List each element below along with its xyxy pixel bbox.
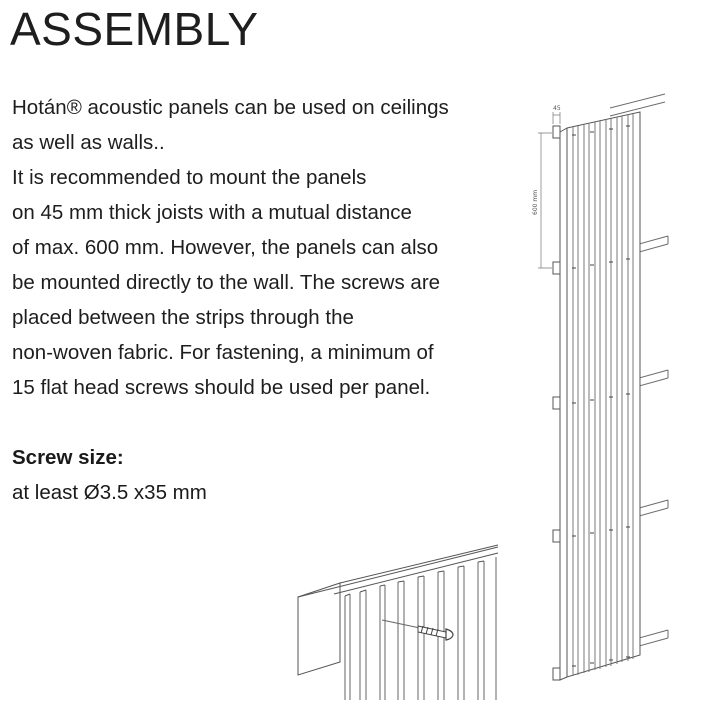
description-line: as well as walls.. bbox=[12, 131, 165, 154]
description-line: It is recommended to mount the panels bbox=[12, 166, 367, 189]
description-line: of max. 600 mm. However, the panels can also bbox=[12, 236, 439, 259]
joist-stubs bbox=[553, 126, 560, 680]
tall-panel-drawing bbox=[538, 94, 668, 680]
description-line: Hotán® acoustic panels can be used on ceilings bbox=[12, 96, 449, 119]
dimension-side-label: 600 mm bbox=[532, 189, 539, 215]
dimension-top-label: 45 bbox=[553, 105, 561, 112]
page-title: ASSEMBLY bbox=[10, 3, 259, 55]
description-line: non-woven fabric. For fastening, a minimum of bbox=[12, 341, 434, 364]
screw-size-value: at least Ø3.5 x35 mm bbox=[12, 481, 207, 504]
screw-size-heading: Screw size: bbox=[12, 446, 124, 469]
description-line: be mounted directly to the wall. The screws are bbox=[12, 271, 441, 294]
closeup-drawing bbox=[298, 545, 498, 700]
description-line: 15 flat head screws should be used per panel. bbox=[12, 376, 431, 399]
description-line: placed between the strips through the bbox=[12, 306, 354, 329]
description-line: on 45 mm thick joists with a mutual distance bbox=[12, 201, 412, 224]
